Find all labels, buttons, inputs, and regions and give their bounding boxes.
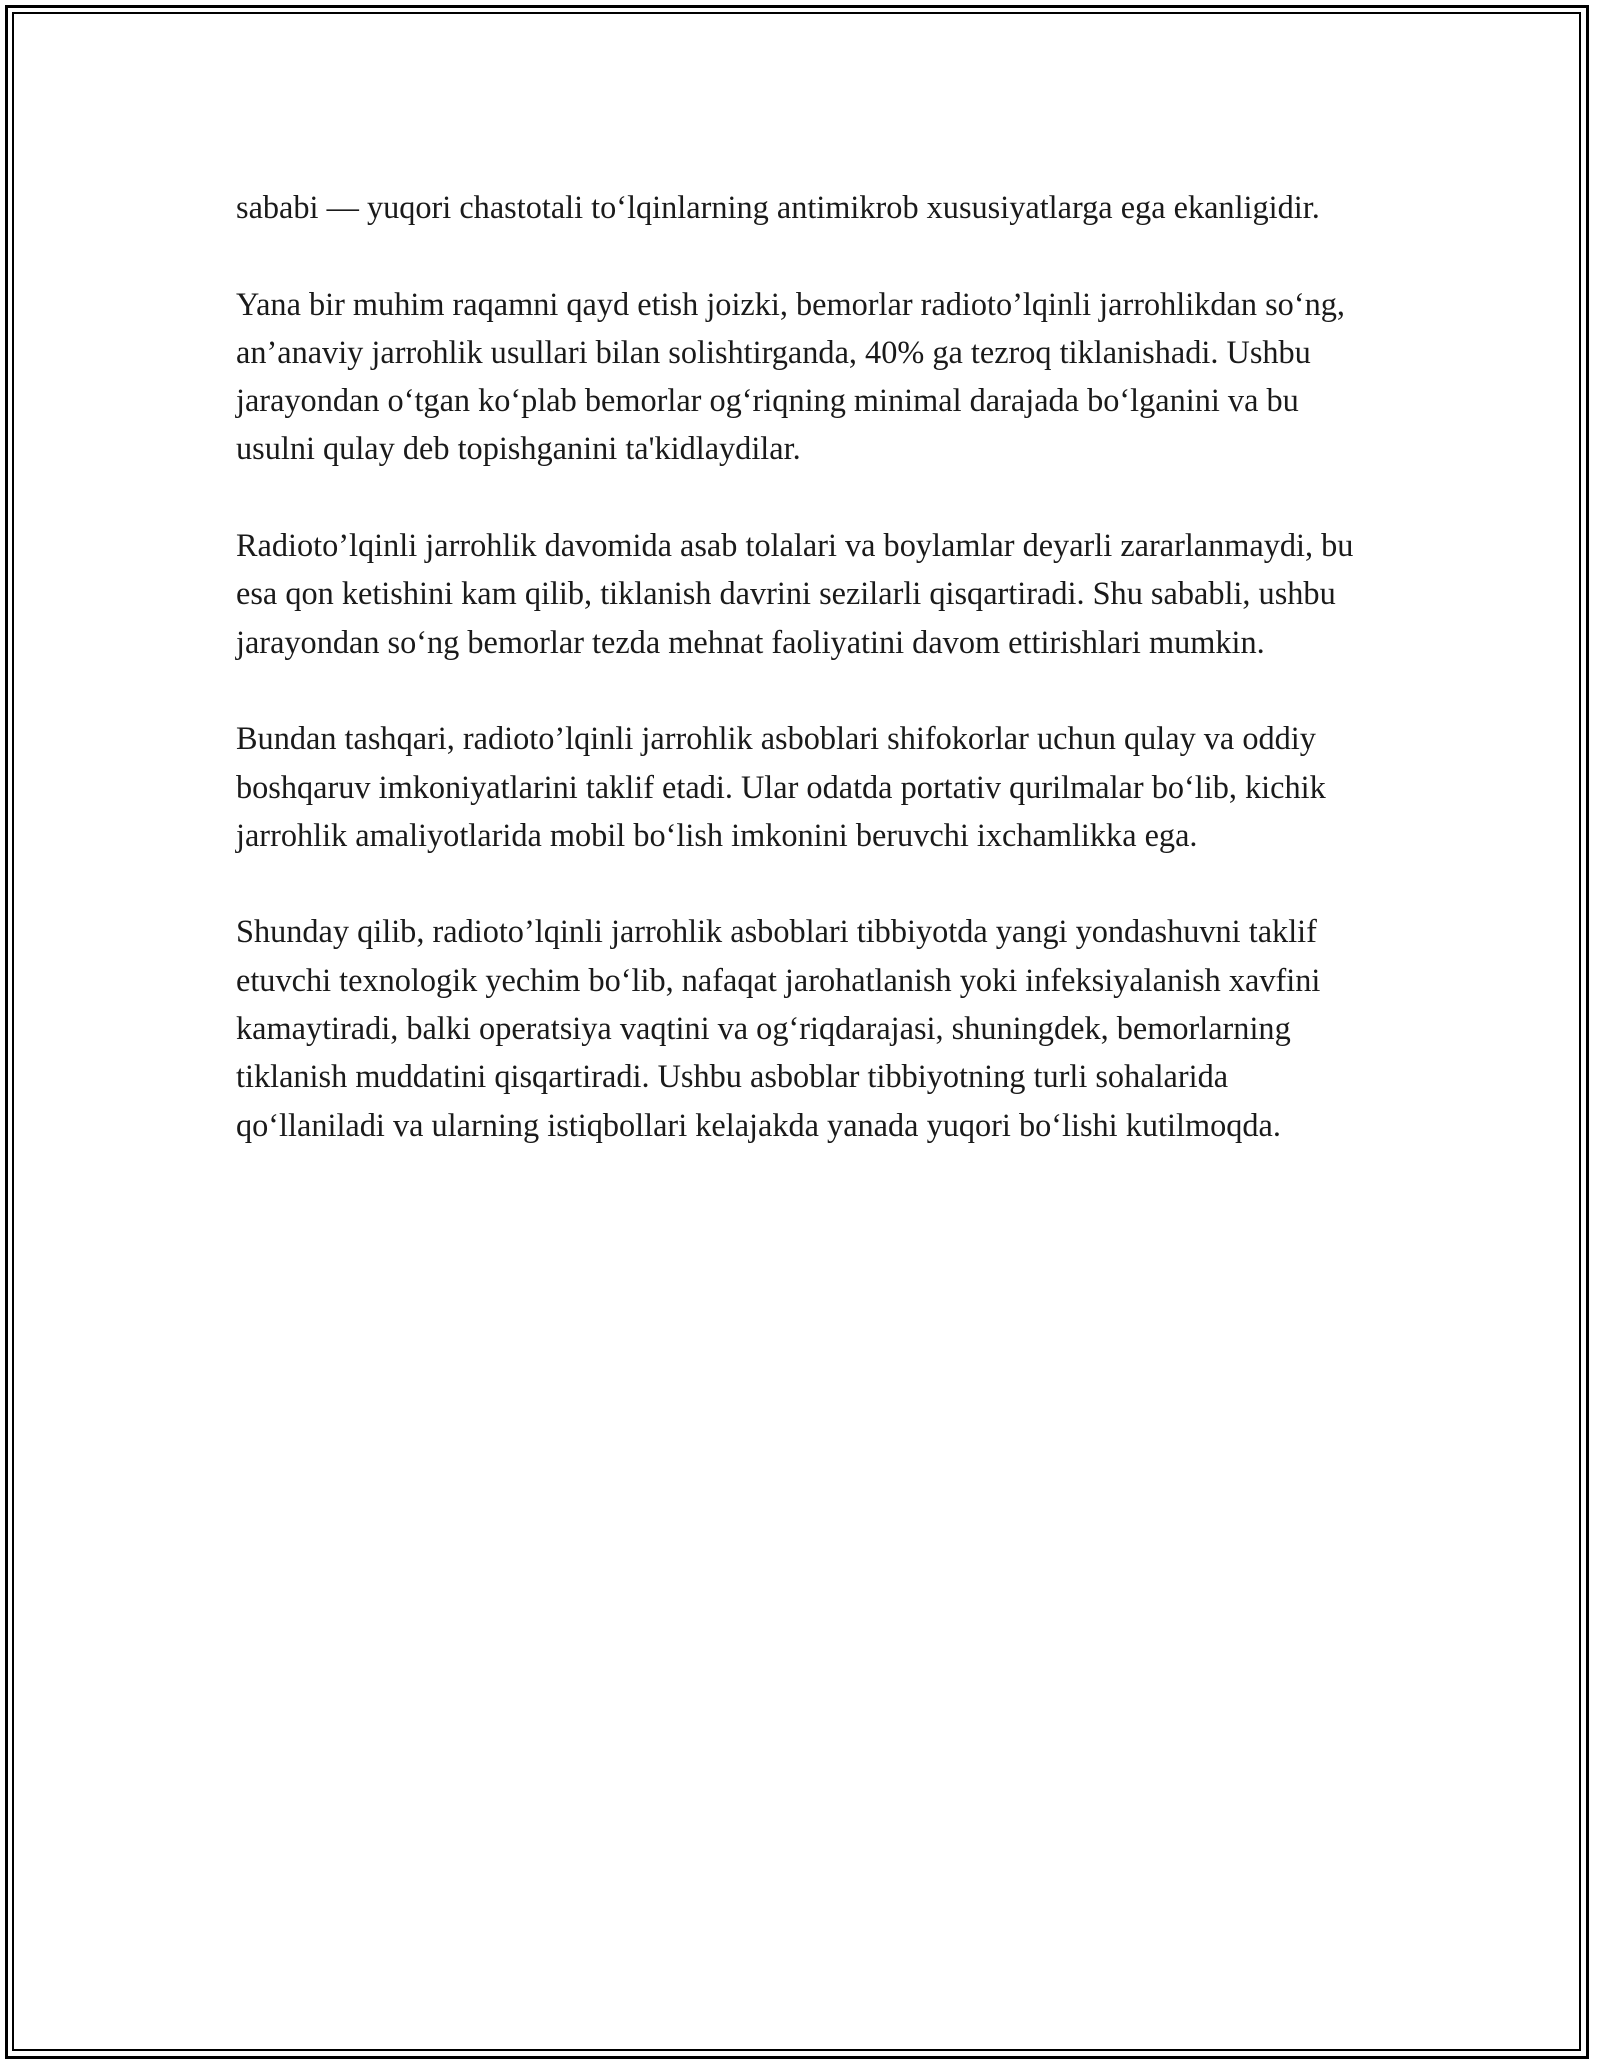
document-body: [236, 183, 1356, 1149]
paragraph-3: Radioto’lqinli jarrohlik davomida asab tolalari va boylamlar deyarli zararlanmaydi, bu esa qon ketishini kam qilib, tiklanish davrini sezilarli qisqartiradi. Shu sababli, ushbu jarayondan so‘ng bemorlar tezda mehnat faoliyatini davom ettirishlari mumkin.: [236, 527, 1354, 660]
paragraph-1: sababi — yuqori chastotali to‘lqinlarning antimikrob xususiyatlarga ega ekanligidir.: [236, 189, 1320, 225]
paragraph-5: Shunday qilib, radioto’lqinli jarrohlik asboblari tibbiyotda yangi yondashuvni taklif etuvchi texnologik yechim bo‘lib, nafaqat jarohatlanish yoki infeksiyalanish xavfini kamaytiradi, balki operatsiya vaqtini va og‘riqdarajasi, shuningdek, bemorlarning tiklanish muddatini qisqartiradi. Ushbu asboblar tibbiyotning turli sohalarida qo‘llaniladi va ularning istiqbollari kelajakda yanada yuqori bo‘lishi kutilmoqda.: [236, 913, 1321, 1143]
paragraph-4: Bundan tashqari, radioto’lqinli jarrohlik asboblari shifokorlar uchun qulay va oddiy boshqaruv imkoniyatlarini taklif etadi. Ular odatda portativ qurilmalar bo‘lib, kichik jarrohlik amaliyotlarida mobil bo‘lish imkonini beruvchi ixchamlikka ega.: [236, 720, 1326, 853]
paragraph-2: Yana bir muhim raqamni qayd etish joizki, bemorlar radioto’lqinli jarrohlikdan so‘ng, an’anaviy jarrohlik usullari bilan solishtirganda, 40% ga tezroq tiklanishadi. Ushbu jarayondan o‘tgan ko‘plab bemorlar og‘riqning minimal darajada bo‘lganini va bu usulni qulay deb topishganini ta'kidlaydilar.: [236, 285, 1345, 467]
